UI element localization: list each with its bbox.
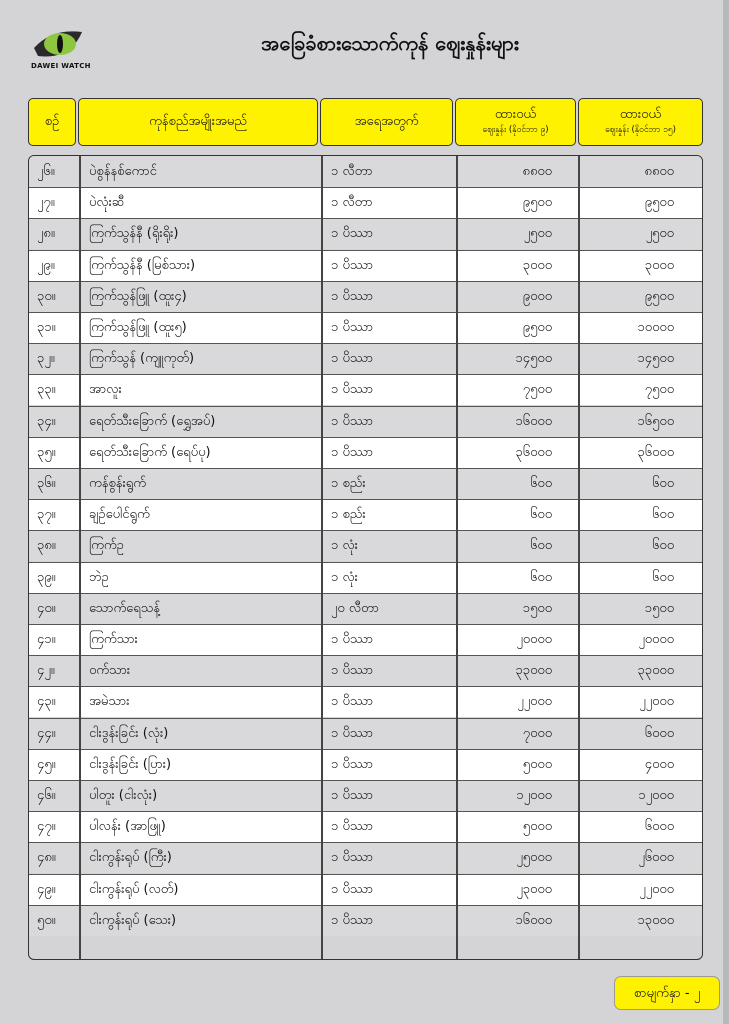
row-divider xyxy=(29,718,702,719)
item-unit: ၁ လီတာ xyxy=(331,195,373,211)
item-unit: ၁ လီတာ xyxy=(331,164,373,179)
row-number: ၃၂။ xyxy=(37,351,55,367)
row-divider xyxy=(29,218,702,219)
price-nov9: ၃၃၀၀၀ xyxy=(515,663,552,679)
page-number-label: စာမျက်နှာ - ၂ xyxy=(633,986,701,1001)
price-nov9: ၅၀၀၀ xyxy=(522,756,552,772)
row-divider xyxy=(29,187,702,188)
table-row xyxy=(29,437,702,468)
price-nov9: ၂၅၀၀ xyxy=(523,226,552,242)
item-name: ကြက်ဥ xyxy=(89,538,124,554)
price-nov15: ၁၄၅၀၀ xyxy=(637,351,674,367)
item-name: ပဲစွန်နစ်ကောင် xyxy=(89,164,157,179)
row-divider xyxy=(29,624,702,625)
column-divider xyxy=(321,156,323,959)
item-unit: ၁ ပိဿာ xyxy=(331,320,374,335)
price-nov9: ၃၆၀၀၀ xyxy=(515,444,552,460)
row-divider xyxy=(29,562,702,563)
price-nov9: ၂၃၀၀၀ xyxy=(516,881,552,897)
price-nov15: ၆၀၀ xyxy=(652,507,674,523)
row-divider xyxy=(29,406,702,407)
row-number: ၄၄။ xyxy=(37,725,56,741)
header-name-label: ကုန်စည်အမျိုးအမည် xyxy=(149,113,247,129)
item-unit: ၁ ပိဿာ xyxy=(331,444,374,460)
price-nov9: ၉၀၀၀ xyxy=(522,288,552,304)
price-nov15: ၁၀၀၀၀ xyxy=(637,320,674,335)
header-price1-sub: ဈေးနှုန်း (နိုဝင်ဘာ ၉) xyxy=(482,125,549,136)
price-nov9: ၁၅၀၀ xyxy=(522,600,552,616)
price-nov15: ၁၆၅၀၀ xyxy=(637,413,674,429)
row-divider xyxy=(29,905,702,906)
row-number: ၃၉။ xyxy=(37,569,56,585)
row-divider xyxy=(29,343,702,344)
item-name: ကြက်သွန်ဖြူ (ထူး၄) xyxy=(89,288,187,304)
price-nov9: ၂၀၀၀၀ xyxy=(516,632,552,647)
row-number: ၄၃။ xyxy=(37,694,56,710)
price-nov9: ၁၆၀၀၀ xyxy=(515,912,552,928)
price-nov9: ၁၆၀၀၀ xyxy=(515,413,552,429)
price-nov9: ၇၅၀၀ xyxy=(522,382,552,398)
table-row xyxy=(29,593,702,624)
item-unit: ၁ ပိဿာ xyxy=(331,694,374,710)
item-unit: ၁ ပိဿာ xyxy=(331,881,374,897)
row-divider xyxy=(29,250,702,251)
item-unit: ၁ လုံး xyxy=(331,538,358,554)
row-divider xyxy=(29,468,702,469)
item-unit: ၂၀ လီတာ xyxy=(331,600,380,616)
row-divider xyxy=(29,437,702,438)
row-number: ၃၃။ xyxy=(37,382,56,398)
brand-name: DAWEI WATCH xyxy=(31,62,91,70)
price-nov15: ၆၀၀ xyxy=(652,538,674,554)
item-name: ငါးဒွန်းခြင်း (လုံး) xyxy=(89,725,169,741)
header-no xyxy=(28,98,76,146)
table-row xyxy=(29,156,702,187)
row-number: ၄၁။ xyxy=(37,632,56,647)
price-nov9: ၆၀၀ xyxy=(530,569,552,585)
header-price2-main: ထားဝယ် xyxy=(619,107,662,123)
row-number: ၃၆။ xyxy=(37,476,56,491)
price-nov9: ၉၅၀၀ xyxy=(522,320,552,335)
item-name: အာလူး xyxy=(89,382,122,398)
header-no-label: စဉ် xyxy=(44,113,60,129)
table-row xyxy=(29,780,702,811)
row-number: ၄၂။ xyxy=(37,663,55,679)
header-unit-label: အရေအတွက် xyxy=(354,113,419,129)
price-nov15: ၂၂၀၀၀ xyxy=(639,694,674,710)
table-row xyxy=(29,842,702,873)
header-price1-main: ထားဝယ် xyxy=(494,107,537,123)
row-number: ၄၈။ xyxy=(37,850,56,866)
table-row xyxy=(29,187,702,218)
item-name: ကြက်သွန်နီ (ရိုးရိုး) xyxy=(89,226,179,242)
table-row xyxy=(29,312,702,343)
item-unit: ၁ ပိဿာ xyxy=(331,632,374,647)
row-number: ၃၈။ xyxy=(37,538,56,554)
row-number: ၅၀။ xyxy=(37,912,56,928)
row-divider xyxy=(29,499,702,500)
price-nov9: ၂၅၀၀၀ xyxy=(516,850,552,866)
column-divider xyxy=(578,156,580,959)
price-nov15: ၂၀၀၀၀ xyxy=(638,632,674,647)
price-nov15: ၆၀၀ xyxy=(652,569,674,585)
item-unit: ၁ ပိဿာ xyxy=(331,819,374,835)
row-number: ၄၇။ xyxy=(37,819,56,835)
row-number: ၂၉။ xyxy=(37,257,55,273)
price-nov15: ၃၀၀၀ xyxy=(644,257,674,273)
price-nov9: ၉၅၀၀ xyxy=(522,195,552,211)
table-row xyxy=(29,811,702,842)
item-unit: ၁ ပိဿာ xyxy=(331,257,374,273)
item-unit: ၁ ပိဿာ xyxy=(331,226,374,242)
price-nov9: ၅၀၀၀ xyxy=(522,819,552,835)
table-row xyxy=(29,749,702,780)
price-nov9: ၇၀၀၀ xyxy=(522,725,552,741)
item-unit: ၁ ပိဿာ xyxy=(331,756,374,772)
item-unit: ၁ ပိဿာ xyxy=(331,850,374,866)
item-name: ကြက်သွန်နီ (မြစ်သား) xyxy=(89,257,196,273)
price-nov15: ၂၅၀၀ xyxy=(645,226,674,242)
column-divider xyxy=(456,156,458,959)
price-nov15: ၂၆၀၀၀ xyxy=(638,850,674,866)
item-name: ငါးကွန်းရုပ် (သေး) xyxy=(89,912,177,928)
table-row xyxy=(29,281,702,312)
price-nov9: ၂၂၀၀၀ xyxy=(517,694,552,710)
item-unit: ၁ ပိဿာ xyxy=(331,288,374,304)
row-number: ၃၀။ xyxy=(37,288,56,304)
price-nov15: ၆၀၀၀ xyxy=(644,725,674,741)
row-number: ၂၇။ xyxy=(37,195,55,211)
row-number: ၃၇။ xyxy=(37,507,56,523)
item-unit: ၁ ပိဿာ xyxy=(331,663,374,679)
brand-logo xyxy=(30,26,90,78)
table-row xyxy=(29,874,702,905)
price-nov15: ၃၆၀၀၀ xyxy=(637,444,674,460)
price-nov15: ၆၀၀၀ xyxy=(644,819,674,835)
item-unit: ၁ ပိဿာ xyxy=(331,912,374,928)
item-name: ရေတ်သီးခြောက် (ရွှေအပ်) xyxy=(89,413,216,429)
page-number-badge xyxy=(614,976,720,1010)
item-unit: ၁ ပိဿာ xyxy=(331,351,374,367)
item-name: ကြက်သွန် (ကျူကုတ်) xyxy=(89,351,195,367)
item-name: ပဲလုံးဆီ xyxy=(89,195,125,211)
table-row xyxy=(29,218,702,249)
table-row xyxy=(29,530,702,561)
table-row xyxy=(29,562,702,593)
row-number: ၄၆။ xyxy=(37,788,56,803)
page-edge xyxy=(723,0,729,1024)
row-divider xyxy=(29,281,702,282)
item-name: ငါးကွန်းရုပ် (လတ်) xyxy=(89,881,179,897)
row-divider xyxy=(29,811,702,812)
table-row xyxy=(29,905,702,936)
item-name: ဝက်သား xyxy=(89,663,131,679)
item-name: ပါလန်း (အာဖြူ) xyxy=(89,819,166,835)
price-nov15: ၃၃၀၀၀ xyxy=(637,663,674,679)
row-divider xyxy=(29,655,702,656)
row-divider xyxy=(29,874,702,875)
header-price-nov9 xyxy=(455,98,576,146)
table-row xyxy=(29,468,702,499)
row-number: ၄၀။ xyxy=(37,600,56,616)
item-unit: ၁ ပိဿာ xyxy=(331,413,374,429)
row-divider xyxy=(29,686,702,687)
header-price2-sub: ဈေးနှုန်း (နိုဝင်ဘာ ၁၅) xyxy=(605,125,676,136)
row-number: ၄၅။ xyxy=(37,756,56,772)
header-price-nov15 xyxy=(578,98,703,146)
table-row xyxy=(29,718,702,749)
item-unit: ၁ ပိဿာ xyxy=(331,788,374,803)
table-row xyxy=(29,343,702,374)
item-name: ကြက်သား xyxy=(89,632,138,647)
price-nov15: ၄၀၀၀ xyxy=(644,756,674,772)
row-divider xyxy=(29,749,702,750)
row-divider xyxy=(29,312,702,313)
item-unit: ၁ စည်း xyxy=(331,507,366,523)
price-nov15: ၈၈၀၀ xyxy=(644,164,674,179)
header-name xyxy=(78,98,318,146)
item-name: အမဲသား xyxy=(89,694,130,710)
row-divider xyxy=(29,842,702,843)
row-number: ၄၉။ xyxy=(37,881,56,897)
price-nov15: ၆၀၀ xyxy=(652,476,674,491)
price-table xyxy=(28,155,703,960)
page-title: အခြေခံစားသောက်ကုန် ဈေးနှုန်းများ xyxy=(261,31,519,55)
price-nov15: ၂၂၀၀၀ xyxy=(639,881,674,897)
row-number: ၂၆။ xyxy=(37,164,55,179)
price-nov9: ၆၀၀ xyxy=(530,507,552,523)
item-name: ဘဲဥ xyxy=(89,569,109,585)
price-nov9: ၆၀၀ xyxy=(530,476,552,491)
item-name: ကြက်သွန်ဖြူ (ထူး၅) xyxy=(89,320,187,335)
row-divider xyxy=(29,530,702,531)
table-row xyxy=(29,655,702,686)
table-row xyxy=(29,624,702,655)
row-number: ၂၈။ xyxy=(37,226,55,242)
price-nov9: ၃၀၀၀ xyxy=(522,257,552,273)
table-row xyxy=(29,686,702,717)
table-row xyxy=(29,406,702,437)
row-divider xyxy=(29,593,702,594)
row-divider xyxy=(29,780,702,781)
table-row xyxy=(29,374,702,405)
item-name: ကန်စွန်းရွက် xyxy=(89,476,146,491)
row-number: ၃၁။ xyxy=(37,320,56,335)
header-unit xyxy=(320,98,453,146)
price-nov9: ၆၀၀ xyxy=(530,538,552,554)
row-divider xyxy=(29,374,702,375)
item-name: ရေတ်သီးခြောက် (ရေပ်ပု) xyxy=(89,444,211,460)
item-unit: ၁ ပိဿာ xyxy=(331,382,374,398)
price-nov15: ၁၃၀၀၀ xyxy=(637,912,674,928)
item-unit: ၁ လုံး xyxy=(331,569,358,585)
eye-icon xyxy=(30,26,90,66)
item-name: ငါးကွန်းရုပ် (ကြီး) xyxy=(89,850,172,866)
price-nov15: ၉၅၀၀ xyxy=(644,195,674,211)
table-row xyxy=(29,250,702,281)
row-number: ၃၄။ xyxy=(37,413,56,429)
item-name: ပါတူး (ငါးလုံး) xyxy=(89,788,158,803)
price-nov15: ၉၅၀၀ xyxy=(644,288,674,304)
item-name: သောက်ရေသန့် xyxy=(89,600,161,616)
item-unit: ၁ စည်း xyxy=(331,476,366,491)
price-nov9: ၁၂၀၀၀ xyxy=(516,788,552,803)
item-name: ငါးဒွန်းခြင်း (ပြား) xyxy=(89,756,172,772)
item-name: ချဉ်ပေါင်ရွက် xyxy=(89,507,150,523)
item-unit: ၁ ပိဿာ xyxy=(331,725,374,741)
column-divider xyxy=(79,156,81,959)
row-number: ၃၅။ xyxy=(37,444,56,460)
price-nov15: ၇၅၀၀ xyxy=(644,382,674,398)
table-row xyxy=(29,499,702,530)
price-nov9: ၈၈၀၀ xyxy=(522,164,552,179)
price-nov15: ၁၅၀၀ xyxy=(644,600,674,616)
price-nov15: ၁၂၀၀၀ xyxy=(638,788,674,803)
price-nov9: ၁၄၅၀၀ xyxy=(515,351,552,367)
